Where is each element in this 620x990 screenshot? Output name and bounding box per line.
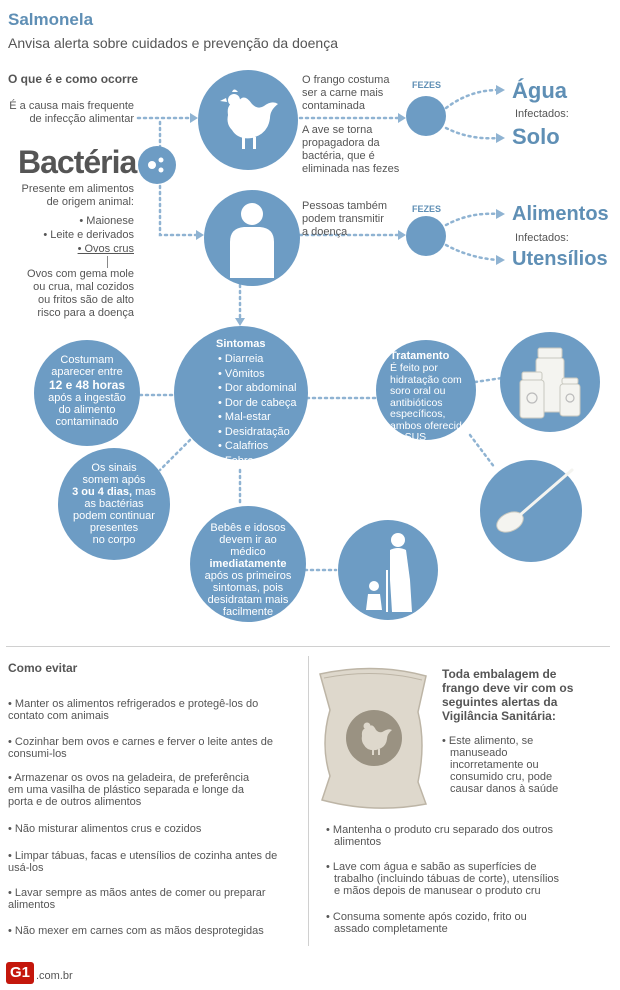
- target-soil: Solo: [512, 124, 560, 149]
- page-subtitle: Anvisa alerta sobre cuidados e prevenção da doença: [8, 35, 338, 51]
- prevention-item: • Lavar sempre as mãos antes de comer ou preparar alimentos: [8, 887, 266, 911]
- symptom-item: • Dor de cabeça: [218, 396, 297, 409]
- symptom-item: • Diarreia: [218, 353, 264, 365]
- symptom-item: • Dor abdominal: [218, 382, 297, 394]
- fezes-label-1: FEZES: [412, 80, 442, 90]
- person-text: Pessoas também podem transmitir a doença: [302, 200, 387, 238]
- chicken-text-1: O frango costuma ser a carne mais contaminada: [302, 74, 390, 112]
- food-item: • Leite e derivados: [43, 229, 134, 241]
- package-alert-item: • Lave com água e sabão as superfícies de trabalho (incluindo tábuas de corte), utensílios e mãos depois de manusear o produto cru: [326, 861, 560, 897]
- infected-label-2: Infectados:: [515, 232, 569, 244]
- g1-logo[interactable]: G1: [6, 962, 34, 984]
- prevention-item: • Limpar tábuas, facas e utensílios de cozinha antes de usá-los: [8, 850, 278, 874]
- target-water: Água: [512, 78, 567, 103]
- bacteria-icon: [138, 146, 176, 184]
- package-alert-item: • Mantenha o produto cru separado dos outros alimentos: [326, 824, 554, 848]
- symptoms-list: [218, 352, 296, 468]
- fezes-circle-1: [406, 96, 446, 136]
- bacteria-title: Bactéria: [18, 144, 137, 180]
- infected-label-1: Infectados:: [515, 108, 569, 120]
- elderly-child-icon: [338, 520, 438, 620]
- present-text: Presente em alimentos de origem animal:: [21, 183, 134, 208]
- food-item: • Ovos crus: [77, 243, 134, 255]
- chicken-circle: [198, 70, 298, 170]
- prevention-item: • Não misturar alimentos crus e cozidos: [8, 823, 202, 835]
- person-circle: [204, 190, 300, 286]
- target-foods: Alimentos: [512, 203, 609, 225]
- g1-domain: .com.br: [36, 970, 73, 982]
- cause-text: É a causa mais frequente de infecção alimentar: [9, 100, 134, 125]
- chicken-package-icon: [314, 664, 434, 814]
- prevention-item: • Manter os alimentos refrigerados e protegê-los do contato com animais: [8, 698, 259, 722]
- treatment-title: Tratamento: [390, 350, 450, 362]
- prevention-item: • Armazenar os ovos na geladeira, de preferência em uma vasilha de plástico separada e longe da porta e de outros alimentos: [8, 772, 250, 808]
- divider: [107, 256, 108, 268]
- spoon-circle: [480, 460, 582, 562]
- section-heading-prevention: Como evitar: [8, 661, 78, 675]
- elderly-circle: [338, 520, 438, 620]
- symptom-item: • Mal-estar: [218, 411, 271, 423]
- food-list: [8, 214, 134, 256]
- fezes-label-2: FEZES: [412, 204, 442, 214]
- eggs-note: Ovos com gema mole ou crua, mal cozidos ou fritos são de alto risco para a doença: [27, 268, 134, 319]
- bottles-circle: [500, 332, 600, 432]
- target-utensils: Utensílios: [512, 248, 608, 270]
- babies-text: Bebês e idosos devem ir ao médico imediatamente após os primeiros sintomas, pois desidratam mais facilmente: [204, 522, 292, 618]
- person-icon: [204, 190, 300, 286]
- prevention-item: • Não mexer em carnes com as mãos desprotegidas: [8, 925, 264, 937]
- signs-text: Os sinais somem após 3 ou 4 dias, mas as bactérias podem continuar presentes no corpo: [72, 462, 156, 546]
- symptom-item: • Desidratação: [218, 425, 290, 438]
- symptoms-title: Sintomas: [216, 338, 266, 350]
- section-divider: [6, 646, 610, 647]
- page-title: Salmonela: [8, 10, 94, 29]
- column-divider: [308, 656, 309, 946]
- symptom-item: • Calafrios: [218, 440, 269, 452]
- section-heading-what: O que é e como ocorre: [8, 72, 139, 86]
- symptom-item: • Vômitos: [218, 367, 265, 380]
- package-warning: • Este alimento, se manuseado incorretamente ou consumido cru, pode causar danos à saúde: [442, 735, 559, 795]
- spoon-icon: [480, 460, 582, 562]
- food-item: • Maionese: [79, 215, 134, 227]
- onset-text: Costumam aparecer entre 12 e 48 horas após a ingestão do alimento contaminado: [48, 354, 126, 428]
- prevention-item: • Cozinhar bem ovos e carnes e ferver o leite antes de consumi-los: [8, 736, 273, 760]
- package-alert-item: • Consuma somente após cozido, frito ou assado completamente: [326, 911, 527, 935]
- package-heading: Toda embalagem de frango deve vir com os seguintes alertas da Vigilância Sanitária:: [442, 667, 574, 723]
- medicine-bottles-icon: [500, 332, 600, 432]
- chicken-text-2: A ave se torna propagadora da bactéria, que é eliminada nas fezes: [302, 124, 400, 175]
- fezes-circle-2: [406, 216, 446, 256]
- symptom-item: • Febre: [218, 454, 254, 467]
- treatment-text: É feito por hidratação com soro oral ou antibióticos específicos, ambos oferecidos no SUS: [390, 362, 473, 443]
- chicken-icon: [198, 70, 298, 170]
